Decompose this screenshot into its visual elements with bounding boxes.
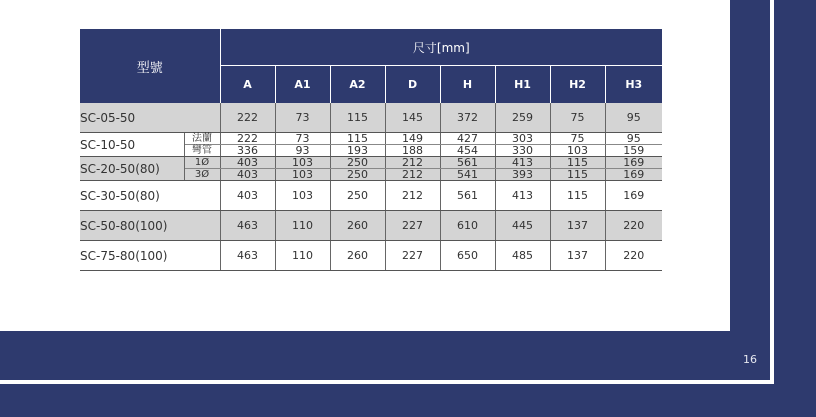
value-cell: 561 (440, 181, 495, 211)
value-cell: 137 (550, 211, 605, 241)
value-cell: 336 (220, 145, 275, 157)
column-header: A2 (330, 66, 385, 104)
value-cell: 650 (440, 241, 495, 271)
value-cell: 260 (330, 211, 385, 241)
value-cell: 169 (605, 157, 662, 169)
model-cell: SC-75-80(100) (80, 241, 220, 271)
model-cell: SC-20-50(80) (80, 157, 184, 181)
value-cell: 454 (440, 145, 495, 157)
value-cell: 115 (550, 169, 605, 181)
value-cell: 227 (385, 211, 440, 241)
value-cell: 403 (220, 157, 275, 169)
value-cell: 75 (550, 103, 605, 133)
column-header: A1 (275, 66, 330, 104)
value-cell: 110 (275, 211, 330, 241)
value-cell: 95 (605, 103, 662, 133)
value-cell: 485 (495, 241, 550, 271)
model-cell: SC-05-50 (80, 103, 220, 133)
value-cell: 259 (495, 103, 550, 133)
value-cell: 463 (220, 241, 275, 271)
model-cell: SC-50-80(100) (80, 211, 220, 241)
value-cell: 103 (275, 169, 330, 181)
table-row (80, 133, 662, 145)
value-cell: 463 (220, 211, 275, 241)
value-cell: 115 (550, 157, 605, 169)
value-cell: 159 (605, 145, 662, 157)
value-cell: 250 (330, 157, 385, 169)
variant-cell: 3Ø (184, 169, 220, 181)
value-cell: 222 (220, 133, 275, 145)
value-cell: 212 (385, 157, 440, 169)
value-cell: 393 (495, 169, 550, 181)
dimension-table (80, 29, 662, 271)
value-cell: 103 (275, 181, 330, 211)
value-cell: 169 (605, 181, 662, 211)
table-row (80, 157, 662, 169)
value-cell: 145 (385, 103, 440, 133)
value-cell: 250 (330, 181, 385, 211)
table-row (80, 211, 662, 241)
model-cell: SC-10-50 (80, 133, 184, 157)
value-cell: 73 (275, 133, 330, 145)
value-cell: 73 (275, 103, 330, 133)
frame-horizontal-line (0, 380, 774, 384)
value-cell: 561 (440, 157, 495, 169)
value-cell: 137 (550, 241, 605, 271)
value-cell: 250 (330, 169, 385, 181)
value-cell: 149 (385, 133, 440, 145)
value-cell: 403 (220, 181, 275, 211)
table-row (80, 241, 662, 271)
value-cell: 220 (605, 241, 662, 271)
value-cell: 115 (330, 133, 385, 145)
value-cell: 260 (330, 241, 385, 271)
value-cell: 95 (605, 133, 662, 145)
column-header: H1 (495, 66, 550, 104)
value-cell: 188 (385, 145, 440, 157)
value-cell: 220 (605, 211, 662, 241)
model-cell: SC-30-50(80) (80, 181, 220, 211)
value-cell: 193 (330, 145, 385, 157)
value-cell: 115 (330, 103, 385, 133)
value-cell: 212 (385, 181, 440, 211)
table-row (80, 181, 662, 211)
value-cell: 541 (440, 169, 495, 181)
value-cell: 103 (275, 157, 330, 169)
column-header: A (220, 66, 275, 104)
value-cell: 413 (495, 181, 550, 211)
frame-vertical-line (770, 0, 774, 382)
model-header: 型號 (80, 29, 220, 103)
frame-bottom-band (0, 331, 816, 417)
value-cell: 115 (550, 181, 605, 211)
value-cell: 222 (220, 103, 275, 133)
value-cell: 403 (220, 169, 275, 181)
variant-cell: 彎管 (184, 145, 220, 157)
column-header: H2 (550, 66, 605, 104)
value-cell: 93 (275, 145, 330, 157)
table-row (80, 103, 662, 133)
value-cell: 110 (275, 241, 330, 271)
value-cell: 303 (495, 133, 550, 145)
value-cell: 103 (550, 145, 605, 157)
dimension-header: 尺寸[mm] (220, 29, 662, 66)
value-cell: 445 (495, 211, 550, 241)
value-cell: 169 (605, 169, 662, 181)
column-header: H3 (605, 66, 662, 104)
page-number: 16 (743, 353, 757, 366)
value-cell: 372 (440, 103, 495, 133)
value-cell: 212 (385, 169, 440, 181)
variant-cell: 1Ø (184, 157, 220, 169)
value-cell: 75 (550, 133, 605, 145)
column-header: H (440, 66, 495, 104)
value-cell: 330 (495, 145, 550, 157)
value-cell: 427 (440, 133, 495, 145)
variant-cell: 法蘭 (184, 133, 220, 145)
value-cell: 227 (385, 241, 440, 271)
value-cell: 610 (440, 211, 495, 241)
column-header: D (385, 66, 440, 104)
value-cell: 413 (495, 157, 550, 169)
